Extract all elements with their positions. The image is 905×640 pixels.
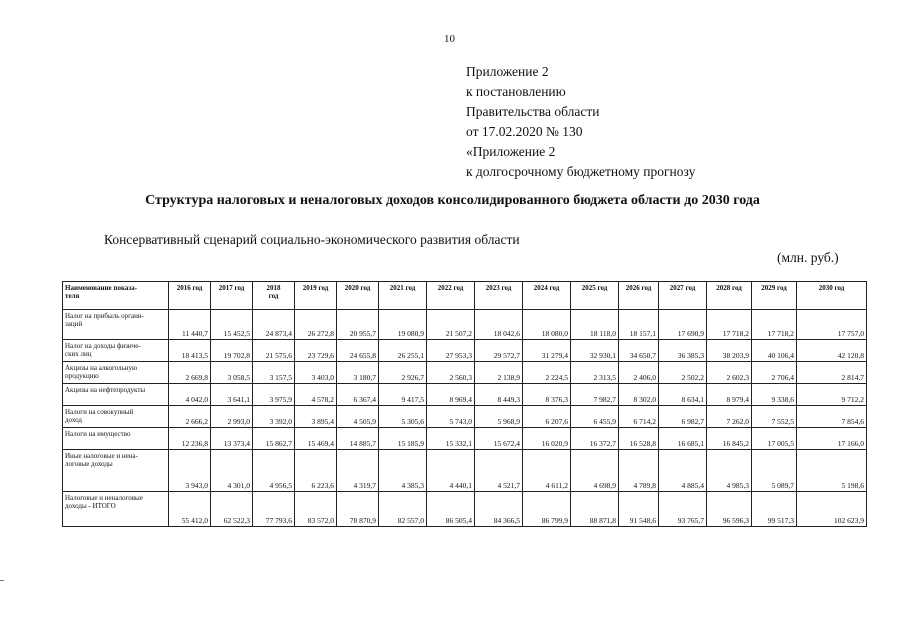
table-cell: 96 596,3: [707, 492, 752, 527]
table-cell: 34 650,7: [619, 340, 659, 362]
table-cell: 14 885,7: [337, 428, 379, 450]
table-cell: 2 406,0: [619, 362, 659, 384]
table-cell: 18 080,0: [523, 310, 571, 340]
table-cell: 18 157,1: [619, 310, 659, 340]
table-cell: 3 392,0: [253, 406, 295, 428]
table-cell: 77 793,6: [253, 492, 295, 527]
table-cell: 26 255,1: [379, 340, 427, 362]
table-cell: 18 413,5: [169, 340, 211, 362]
table-row: [63, 492, 867, 527]
table-cell: 6 223,6: [295, 450, 337, 492]
table-cell: 5 743,0: [427, 406, 475, 428]
table-cell: 2 926,7: [379, 362, 427, 384]
column-header-year: 2030 год: [797, 282, 867, 310]
table-cell: 32 930,1: [571, 340, 619, 362]
table-cell: 84 366,5: [475, 492, 523, 527]
approval-header: [466, 62, 695, 182]
table-cell: 6 367,4: [337, 384, 379, 406]
table-cell: 3 895,4: [295, 406, 337, 428]
scenario-subtitle: Консервативный сценарий социально-экономического развития области: [104, 232, 520, 247]
table-cell: 19 080,9: [379, 310, 427, 340]
header-line: от 17.02.2020 № 130: [466, 124, 583, 139]
table-cell: 3 180,7: [337, 362, 379, 384]
table-cell: 3 403,0: [295, 362, 337, 384]
table-cell: 86 799,9: [523, 492, 571, 527]
header-line: Приложение 2: [466, 64, 549, 79]
table-cell: 102 623,9: [797, 492, 867, 527]
table-cell: 8 302,0: [619, 384, 659, 406]
table-row: [63, 310, 867, 340]
table-cell: 99 517,3: [752, 492, 797, 527]
table-cell: 3 943,0: [169, 450, 211, 492]
table-cell: 4 885,4: [659, 450, 707, 492]
table-cell: 2 669,8: [169, 362, 211, 384]
page-number: 10: [444, 33, 455, 45]
column-header-year: 2018 год: [253, 282, 295, 310]
column-header-year: 2029 год: [752, 282, 797, 310]
table-cell: 4 521,7: [475, 450, 523, 492]
table-row: [63, 450, 867, 492]
row-label: Налог на доходы физиче- ских лиц: [63, 340, 169, 362]
table-cell: 3 157,5: [253, 362, 295, 384]
row-label: Акцизы на алкогольную продукцию: [63, 362, 169, 384]
table-cell: 40 106,4: [752, 340, 797, 362]
table-cell: 83 572,0: [295, 492, 337, 527]
table-cell: 8 979,4: [707, 384, 752, 406]
table-cell: 16 372,7: [571, 428, 619, 450]
table-cell: 16 685,1: [659, 428, 707, 450]
table-cell: 9 338,6: [752, 384, 797, 406]
table-cell: 8 376,3: [523, 384, 571, 406]
column-header-year: 2019 год: [295, 282, 337, 310]
row-label: Иные налоговые и нена- логовые доходы: [63, 450, 169, 492]
table-cell: 6 982,7: [659, 406, 707, 428]
header-line: «Приложение 2: [466, 144, 556, 159]
table-cell: 4 042,0: [169, 384, 211, 406]
table-cell: 18 042,6: [475, 310, 523, 340]
column-header-year: 2027 год: [659, 282, 707, 310]
table-cell: 17 166,0: [797, 428, 867, 450]
table-cell: 2 502,2: [659, 362, 707, 384]
table-cell: 3 058,5: [211, 362, 253, 384]
table-cell: 4 301,0: [211, 450, 253, 492]
table-cell: 4 698,9: [571, 450, 619, 492]
table-header-row: [63, 282, 867, 310]
table-cell: 4 385,3: [379, 450, 427, 492]
table-cell: 16 528,8: [619, 428, 659, 450]
table-cell: 6 714,2: [619, 406, 659, 428]
table-cell: 82 557,0: [379, 492, 427, 527]
column-header-year: 2020 год: [337, 282, 379, 310]
column-header-year: 2028 год: [707, 282, 752, 310]
margin-mark: [0, 580, 4, 581]
table-cell: 26 272,8: [295, 310, 337, 340]
table-row: [63, 384, 867, 406]
table-cell: 2 560,3: [427, 362, 475, 384]
table-cell: 15 452,5: [211, 310, 253, 340]
table-cell: 86 505,4: [427, 492, 475, 527]
table-cell: 5 089,7: [752, 450, 797, 492]
column-header-name: Наименование показа- теля: [63, 282, 169, 310]
table-cell: 17 690,9: [659, 310, 707, 340]
table-cell: 36 385,3: [659, 340, 707, 362]
table-cell: 38 203,9: [707, 340, 752, 362]
table-cell: 23 729,6: [295, 340, 337, 362]
row-label: Налоговые и неналоговые доходы - ИТОГО: [63, 492, 169, 527]
table-cell: 3 975,9: [253, 384, 295, 406]
table-cell: 4 578,2: [295, 384, 337, 406]
document-title: Структура налоговых и неналоговых доходов консолидированного бюджета области до 2030 года: [145, 193, 760, 208]
table-body: [63, 310, 867, 527]
table-cell: 2 313,5: [571, 362, 619, 384]
table-cell: 24 655,8: [337, 340, 379, 362]
table-cell: 17 718,2: [752, 310, 797, 340]
table-cell: 18 118,0: [571, 310, 619, 340]
table-cell: 4 440,1: [427, 450, 475, 492]
table-cell: 4 319,7: [337, 450, 379, 492]
table-cell: 15 672,4: [475, 428, 523, 450]
table-cell: 7 854,6: [797, 406, 867, 428]
table-cell: 3 641,1: [211, 384, 253, 406]
table-cell: 4 505,9: [337, 406, 379, 428]
table-cell: 6 455,9: [571, 406, 619, 428]
table-cell: 2 666,2: [169, 406, 211, 428]
row-label: Налог на прибыль органи- заций: [63, 310, 169, 340]
row-label: Налоги на имущество: [63, 428, 169, 450]
table-cell: 15 862,7: [253, 428, 295, 450]
table-cell: 62 522,3: [211, 492, 253, 527]
table-cell: 9 712,2: [797, 384, 867, 406]
table-cell: 2 706,4: [752, 362, 797, 384]
table-cell: 8 634,1: [659, 384, 707, 406]
table-cell: 6 207,6: [523, 406, 571, 428]
table-cell: 15 332,1: [427, 428, 475, 450]
table-cell: 2 814,7: [797, 362, 867, 384]
header-line: Правительства области: [466, 104, 600, 119]
table-cell: 4 956,5: [253, 450, 295, 492]
table-cell: 19 702,8: [211, 340, 253, 362]
column-header-year: 2022 год: [427, 282, 475, 310]
table-row: [63, 406, 867, 428]
table-row: [63, 362, 867, 384]
table-cell: 42 120,8: [797, 340, 867, 362]
table-cell: 88 871,8: [571, 492, 619, 527]
table-cell: 15 469,4: [295, 428, 337, 450]
row-label: Акцизы на нефтепродукты: [63, 384, 169, 406]
table-cell: 16 020,9: [523, 428, 571, 450]
table-cell: 31 279,4: [523, 340, 571, 362]
table-row: [63, 428, 867, 450]
table-row: [63, 340, 867, 362]
table-cell: 11 440,7: [169, 310, 211, 340]
table-cell: 21 575,6: [253, 340, 295, 362]
table-cell: 20 955,7: [337, 310, 379, 340]
table-cell: 2 138,9: [475, 362, 523, 384]
table-cell: 4 789,8: [619, 450, 659, 492]
column-header-year: 2024 год: [523, 282, 571, 310]
table-cell: 4 611,2: [523, 450, 571, 492]
table-cell: 2 224,5: [523, 362, 571, 384]
table-cell: 55 412,0: [169, 492, 211, 527]
table-cell: 8 969,4: [427, 384, 475, 406]
table-cell: 9 417,5: [379, 384, 427, 406]
unit-label: (млн. руб.): [777, 250, 839, 265]
table-cell: 7 262,0: [707, 406, 752, 428]
table-cell: 78 870,9: [337, 492, 379, 527]
table-cell: 2 602,3: [707, 362, 752, 384]
table-cell: 16 845,2: [707, 428, 752, 450]
table-cell: 4 985,3: [707, 450, 752, 492]
column-header-year: 2025 год: [571, 282, 619, 310]
column-header-year: 2023 год: [475, 282, 523, 310]
table-cell: 27 953,3: [427, 340, 475, 362]
header-line: к постановлению: [466, 84, 566, 99]
column-header-year: 2017 год: [211, 282, 253, 310]
column-header-year: 2026 год: [619, 282, 659, 310]
column-header-year: 2021 год: [379, 282, 427, 310]
column-header-year: 2016 год: [169, 282, 211, 310]
table-cell: 8 449,3: [475, 384, 523, 406]
table-cell: 2 993,0: [211, 406, 253, 428]
table-cell: 5 198,6: [797, 450, 867, 492]
revenue-table-container: [62, 281, 866, 526]
table-cell: 29 572,7: [475, 340, 523, 362]
table-cell: 17 757,0: [797, 310, 867, 340]
table-cell: 7 982,7: [571, 384, 619, 406]
table-cell: 13 373,4: [211, 428, 253, 450]
header-line: к долгосрочному бюджетному прогнозу: [466, 164, 696, 179]
row-label: Налоги на совокупный доход: [63, 406, 169, 428]
table-cell: 15 185,9: [379, 428, 427, 450]
table-cell: 24 873,4: [253, 310, 295, 340]
table-cell: 17 718,2: [707, 310, 752, 340]
table-cell: 91 548,6: [619, 492, 659, 527]
table-cell: 5 305,6: [379, 406, 427, 428]
revenue-table: [62, 281, 867, 527]
table-cell: 21 507,2: [427, 310, 475, 340]
table-cell: 93 765,7: [659, 492, 707, 527]
table-cell: 17 005,5: [752, 428, 797, 450]
table-cell: 7 552,5: [752, 406, 797, 428]
table-cell: 5 968,9: [475, 406, 523, 428]
table-cell: 12 236,8: [169, 428, 211, 450]
